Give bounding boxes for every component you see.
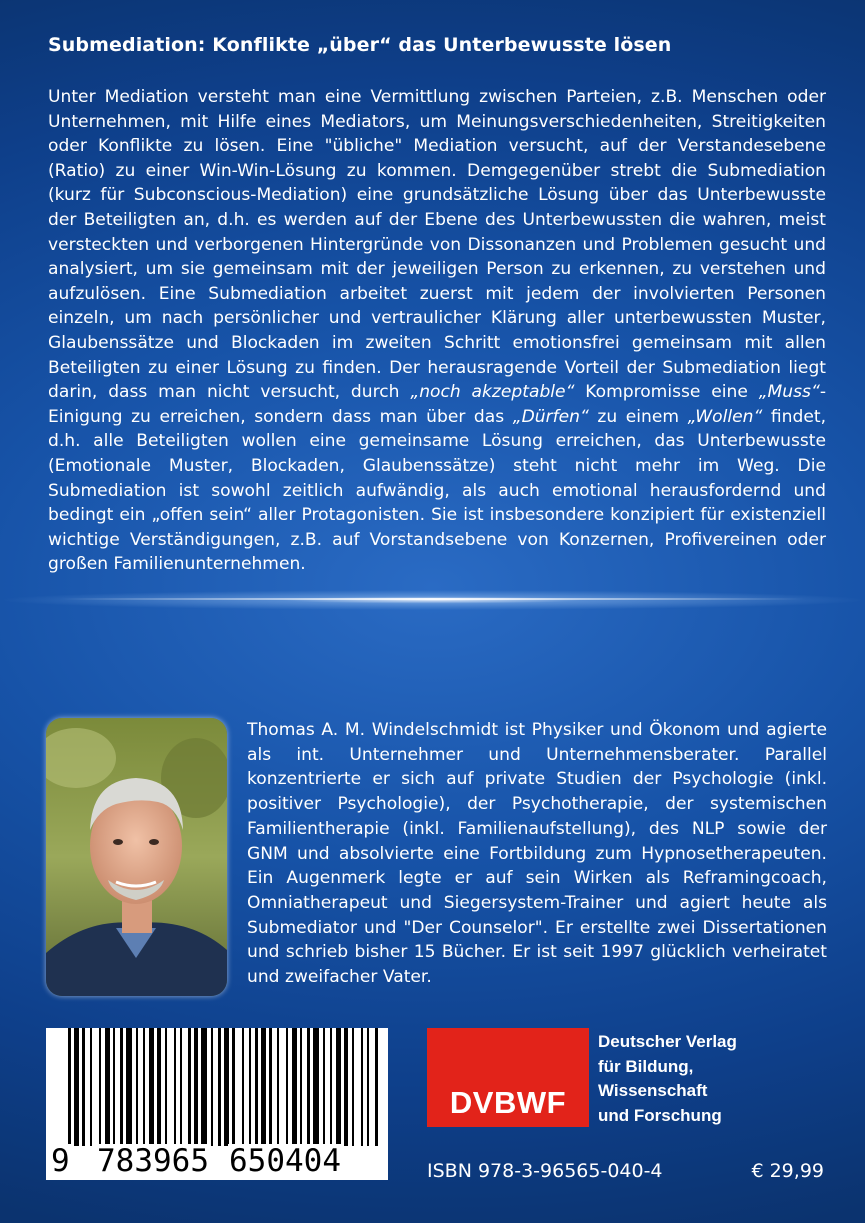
description-text: -Einigung zu erreichen, sondern dass man über das — [48, 382, 826, 427]
publisher-name-line: Wissenschaft — [598, 1081, 708, 1100]
author-photo — [46, 718, 227, 996]
barcode-digits — [46, 1144, 388, 1178]
author-bio: Thomas A. M. Windelschmidt ist Physiker und Ökonom und agierte als int. Unternehmer und Unternehmensberater. Parallel konzentrierte er sich auf private Studien der Psychologie (inkl. positiver Psychologie), der Psychotherapie, der systemischen Familientherapie (inkl. Familienaufstellung), des NLP sowie der GNM und absolvierte eine Fortbildung zum Hypnosetherapeuten. Ein Augenmerk legte er auf sein Wirken als Reframingcoach, Omniatherapeut und Siegersystem-Trainer und agiert heute als Submediator und "Der Counselor". Er erstellte zwei Dissertationen und schrieb bisher 15 Bücher. Er ist seit 1997 glücklich verheiratet und zweifacher Vater. — [247, 720, 827, 988]
description-text: findet, d.h. alle Beteiligten wollen eine gemeinsame Lösung erreichen, das Unterbewusste (Emotionale Muster, Blockaden, Glaubenssätze) steht nicht mehr im Weg. Die Submediation ist sowohl zeitlich aufwändig, als auch emotional herausfordernd und bedingt ein „offen sein“ aller Protagonisten. Sie ist insbesondere konzipiert für existenziell wichtige Verständigungen, z.B. auf Vorstandsebene von Konzernen, Profivereinen oder großen Familienunternehmen. — [48, 406, 827, 575]
description-text: Kompromisse eine — [574, 382, 759, 403]
barcode-digits-right: 650404 — [229, 1143, 341, 1179]
book-title: Submediation: Konflikte „über“ das Unterbewusste lösen — [48, 34, 672, 56]
publisher-logo-text: DVBWF — [449, 1085, 567, 1120]
publisher-name-line: Deutscher Verlag — [598, 1032, 737, 1051]
description-emphasis: „Muss“ — [758, 382, 820, 403]
description-text: zu einem — [588, 406, 688, 427]
description-emphasis: „noch akzeptable“ — [410, 382, 575, 403]
publisher-logo — [427, 1028, 589, 1127]
isbn-number: ISBN 978-3-96565-040-4 — [427, 1160, 663, 1182]
light-flare-line — [60, 598, 805, 600]
book-description — [48, 85, 826, 577]
price: € 29,99 — [751, 1160, 824, 1182]
barcode-digit-first: 9 — [51, 1143, 70, 1179]
barcode-digits-left: 783965 — [97, 1143, 209, 1179]
isbn-barcode — [46, 1028, 388, 1180]
description-emphasis: „Dürfen“ — [512, 406, 589, 427]
publisher-name-line: und Forschung — [598, 1105, 722, 1125]
description-emphasis: „Wollen“ — [687, 406, 763, 427]
publisher-name — [598, 1030, 848, 1128]
publisher-name-line: für Bildung, — [598, 1056, 694, 1076]
light-flare — [0, 590, 865, 610]
description-text: Unter Mediation versteht man eine Vermittlung zwischen Parteien, z.B. Menschen oder Unternehmen, mit Hilfe eines Mediators, um Meinungsverschiedenheiten, Streitigkeiten oder Konflikte zu lösen. Eine "übliche" Mediation versucht, auf der Verstandesebene (Ratio) zu einer Win-Win-Lösung zu kommen. Demgegenüber strebt die Submediation (kurz für Subconscious-Mediation) eine grundsätzliche Lösung über das Unterbewusste der Beteiligten an, d.h. es werden auf der Ebene des Unterbewussten die wahren, meist versteckten und verborgenen Hintergründe von Dissonanzen und Problemen gesucht und analysiert, um sie gemeinsam mit der jeweiligen Person zu erkennen, zu verstehen und aufzulösen. Eine Submediation arbeitet zuerst mit jedem der involvierten Personen einzeln, um nach persönlicher und vertraulicher Klärung aller unterbewussten Muster, Glaubenssätze und Blockaden im zweiten Schritt emotionsfrei gemeinsam mit allen Beteiligten zu einer Lösung zu finden. Der herausragende Vorteil der Submediation liegt darin, dass man nicht versucht, durch — [48, 87, 826, 403]
